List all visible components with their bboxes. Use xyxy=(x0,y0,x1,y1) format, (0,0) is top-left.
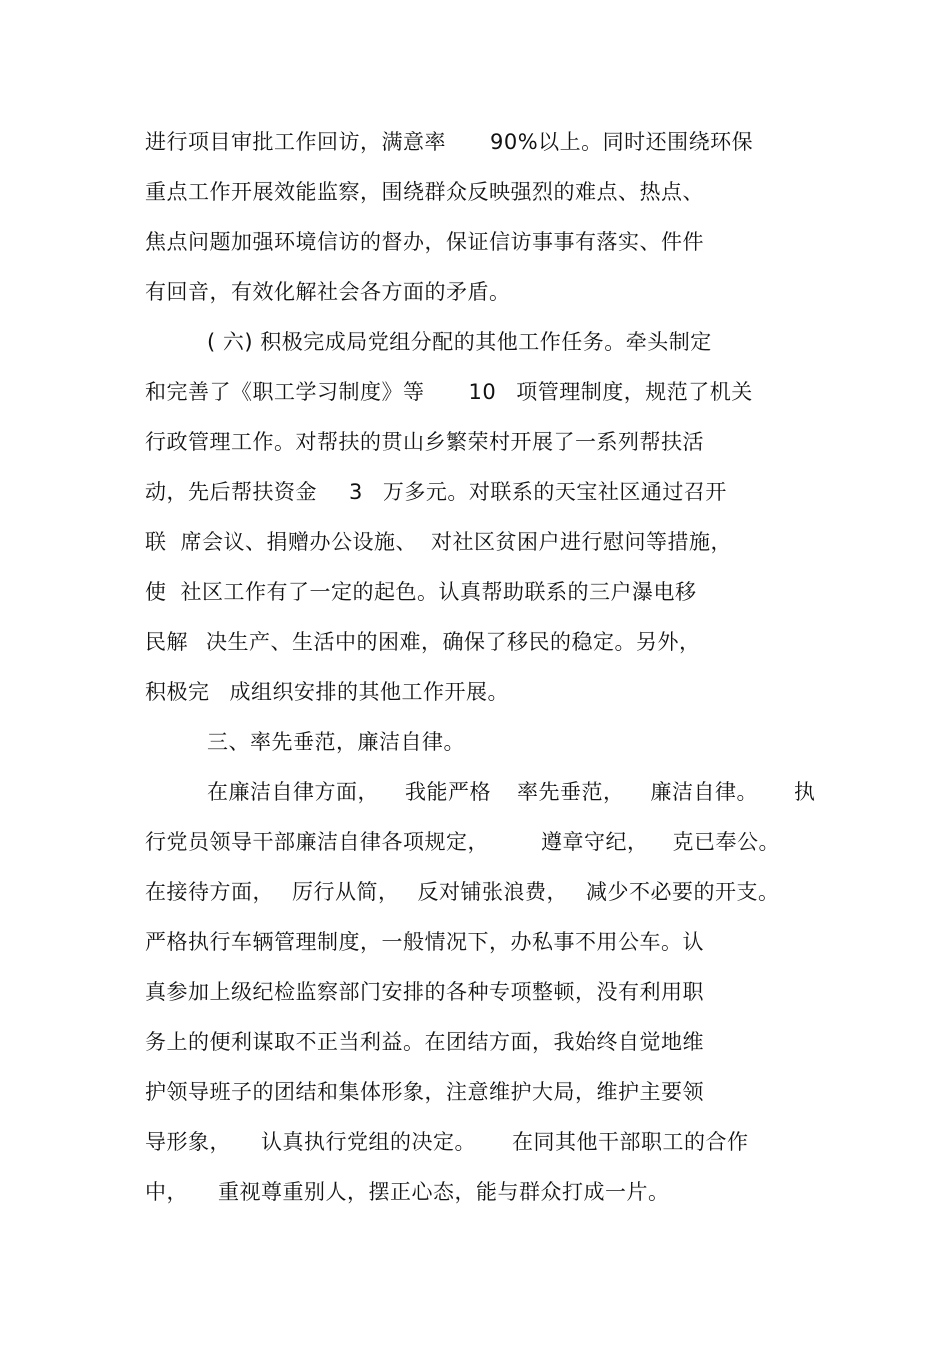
text-segment: 我能严格 xyxy=(405,780,491,804)
text-line xyxy=(145,1025,704,1059)
text-line xyxy=(145,175,704,209)
text-segment: 对社区贫困户进行慰问等措施， xyxy=(431,530,732,554)
text-segment: 行党员领导干部廉洁自律各项规定， xyxy=(145,830,489,854)
text-segment: 进行项目审批工作回访，满意率 xyxy=(145,130,446,154)
text-line xyxy=(145,575,697,609)
text-segment: 克已奉公。 xyxy=(672,830,780,854)
text-line xyxy=(145,525,732,559)
text-segment: ( 六) 积极完成局党组分配的其他工作任务。牵头制定 xyxy=(207,330,712,354)
text-segment: 和完善了《职工学习制度》等 xyxy=(145,380,425,404)
text-segment: 积极完 xyxy=(145,680,210,704)
text-line xyxy=(145,425,704,459)
text-segment: 在同其他干部职工的合作 xyxy=(512,1130,749,1154)
text-line xyxy=(145,875,780,909)
text-line xyxy=(207,325,712,359)
text-segment: 成组织安排的其他工作开展。 xyxy=(229,680,509,704)
text-segment: 导形象， xyxy=(145,1130,231,1154)
text-segment: 行政管理工作。对帮扶的贯山乡繁荣村开展了一系列帮扶活 xyxy=(145,430,704,454)
text-segment: 有回音，有效化解社会各方面的矛盾。 xyxy=(145,280,511,304)
text-segment: 遵章守纪， xyxy=(541,830,649,854)
text-line xyxy=(207,775,816,809)
text-segment: 动，先后帮扶资金 xyxy=(145,480,317,504)
text-line xyxy=(145,225,704,259)
text-segment: 使 xyxy=(145,580,167,604)
text-line xyxy=(145,275,511,309)
text-segment: 三、率先垂范，廉洁自律。 xyxy=(207,730,465,754)
text-segment: 严格执行车辆管理制度，一般情况下，办私事不用公车。认 xyxy=(145,930,704,954)
text-segment: 反对铺张浪费， xyxy=(417,880,568,904)
text-line xyxy=(145,975,704,1009)
text-segment: 廉洁自律。 xyxy=(650,780,758,804)
text-segment: 项管理制度，规范了机关 xyxy=(516,380,753,404)
text-segment: 社区工作有了一定的起色。认真帮助联系的三户瀑电移 xyxy=(180,580,697,604)
text-line xyxy=(145,1175,670,1209)
section-heading xyxy=(207,725,465,759)
text-line xyxy=(145,475,727,509)
text-segment: 席会议、捐赠办公设施、 xyxy=(180,530,417,554)
text-segment: 决生产、生活中的困难，确保了移民的稳定。另外， xyxy=(206,630,701,654)
text-segment: 10 xyxy=(468,380,497,404)
text-segment: 在廉洁自律方面， xyxy=(207,780,379,804)
text-segment: 减少不必要的开支。 xyxy=(586,880,780,904)
text-segment: 中， xyxy=(145,1180,188,1204)
text-segment: 真参加上级纪检监察部门安排的各种专项整顿，没有利用职 xyxy=(145,980,704,1004)
text-segment: 民解 xyxy=(145,630,188,654)
text-line xyxy=(145,375,753,409)
text-line xyxy=(145,675,509,709)
text-segment: 护领导班子的团结和集体形象，注意维护大局，维护主要领 xyxy=(145,1080,704,1104)
text-segment: 厉行从简， xyxy=(292,880,400,904)
text-segment: 在接待方面， xyxy=(145,880,274,904)
text-segment: 90%以上。同时还围绕环保 xyxy=(490,130,754,154)
text-segment: 务上的便利谋取不正当利益。在团结方面，我始终自觉地维 xyxy=(145,1030,704,1054)
text-line xyxy=(145,1075,704,1109)
text-segment: 认真执行党组的决定。 xyxy=(261,1130,476,1154)
text-line xyxy=(145,1125,749,1159)
text-segment: 执 xyxy=(794,780,816,804)
text-segment: 重视尊重别人，摆正心态，能与群众打成一片。 xyxy=(218,1180,670,1204)
text-line xyxy=(145,125,753,159)
text-segment: 联 xyxy=(145,530,167,554)
text-segment: 重点工作开展效能监察，围绕群众反映强烈的难点、热点、 xyxy=(145,180,704,204)
text-segment: 万多元。对联系的天宝社区通过召开 xyxy=(382,480,727,504)
text-line xyxy=(145,825,780,859)
text-segment: 焦点问题加强环境信访的督办，保证信访事事有落实、件件 xyxy=(145,230,704,254)
text-line xyxy=(145,625,701,659)
text-line xyxy=(145,925,704,959)
text-segment: 3 xyxy=(349,480,363,504)
text-segment: 率先垂范， xyxy=(517,780,625,804)
